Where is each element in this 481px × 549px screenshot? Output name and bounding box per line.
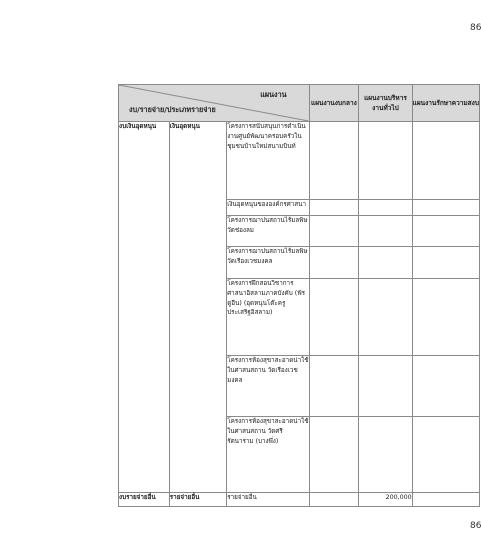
project-name: โครงการห้องสุขาสะอาดน่าใช้ในศาสนสถาน วัดศรีรัตนาราม (บางพึ่ง) <box>227 417 309 493</box>
expense-category-cell: รายจ่ายอื่น <box>169 493 226 507</box>
cell-central <box>309 216 359 247</box>
cell-security <box>412 216 479 247</box>
cell-admin <box>359 247 412 279</box>
project-name: โครงการฌาปนสถานไร้มลพิษ วัดเรืองเวชมงคล <box>227 247 309 279</box>
budget-table <box>118 84 480 507</box>
cell-security <box>412 200 479 216</box>
header-central: แผนงานงบกลาง <box>309 85 359 122</box>
cell-security <box>412 122 479 200</box>
header-security: แผนงานรักษาความสงบ <box>412 85 479 122</box>
project-name: รายจ่ายอื่น <box>227 493 309 507</box>
cell-admin <box>359 356 412 417</box>
cell-central <box>309 417 359 493</box>
header-diagonal-cell <box>119 85 310 122</box>
cell-security <box>412 417 479 493</box>
page-number-bottom: 86 <box>470 521 481 531</box>
project-name: โครงการฝึกสอนวิชาการศาสนาอิสลามภาคบังคับ (ฟัรดูอีน) (อุดหนุนโต๊ะครูประเสริฐอิสลาม) <box>227 279 309 356</box>
cell-admin-amount: 200,000 <box>359 493 412 507</box>
cell-central <box>309 122 359 200</box>
header-plan-label: แผนงาน <box>260 90 287 99</box>
cell-central <box>309 247 359 279</box>
cell-central <box>309 200 359 216</box>
header-admin: แผนงานบริหารงานทั่วไป <box>359 85 412 122</box>
cell-admin <box>359 122 412 200</box>
cell-security <box>412 356 479 417</box>
header-row-axis-label: งบ/รายจ่าย/ประเภทรายจ่าย <box>129 104 216 114</box>
cell-central <box>309 356 359 417</box>
project-name: โครงการฌาปนสถานไร้มลพิษ วัดช่องลม <box>227 216 309 247</box>
project-name: โครงการห้องสุขาสะอาดน่าใช้ในศาสนสถาน วัดเรืองเวชมงคล <box>227 356 309 417</box>
project-name: เงินอุดหนุนขององค์กรศาสนา <box>227 200 309 216</box>
cell-central <box>309 493 359 507</box>
cell-admin <box>359 417 412 493</box>
page-number-top: 86 <box>470 23 481 33</box>
table-row <box>119 493 480 507</box>
table-row <box>119 122 480 200</box>
cell-admin <box>359 279 412 356</box>
cell-admin <box>359 200 412 216</box>
project-name: โครงการสนับสนุนการดำเนินงานศูนย์พัฒนาครอบครัวในชุมชนบ้านใหม่สนามบินท์ <box>227 122 309 200</box>
cell-central <box>309 279 359 356</box>
cell-security <box>412 247 479 279</box>
cell-security <box>412 493 479 507</box>
budget-category-cell: งบรายจ่ายอื่น <box>119 493 170 507</box>
budget-category-cell: งบเงินอุดหนุน <box>119 122 170 493</box>
cell-admin <box>359 216 412 247</box>
header-row <box>119 85 480 122</box>
expense-category-cell: เงินอุดหนุน <box>169 122 226 493</box>
cell-security <box>412 279 479 356</box>
